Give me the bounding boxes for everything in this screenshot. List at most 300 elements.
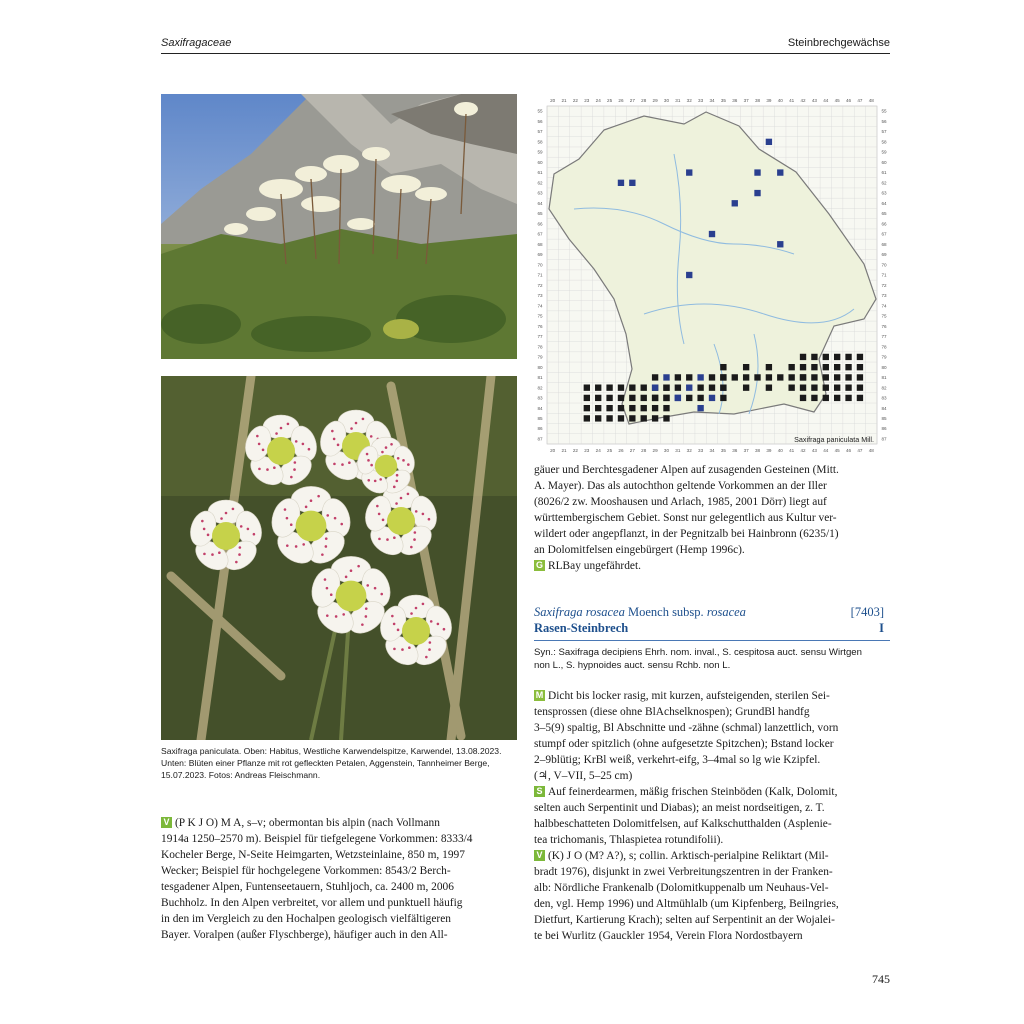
map-tick-top: 36 — [732, 98, 738, 103]
left-distribution-paragraph — [161, 815, 517, 943]
map-tick-bottom: 36 — [732, 448, 738, 453]
map-tick-left: 59 — [537, 149, 543, 155]
map-tick-left: 84 — [537, 405, 543, 411]
petal-spot — [443, 628, 446, 631]
map-tick-bottom: 32 — [686, 448, 692, 453]
petal-spot — [370, 435, 373, 438]
map-dot-scattered — [777, 241, 783, 247]
map-tick-top: 47 — [857, 98, 863, 103]
map-dot-alpine — [743, 364, 749, 370]
map-dot-alpine — [663, 415, 669, 421]
map-dot-alpine — [584, 384, 590, 390]
running-header-family: Saxifragaceae — [161, 37, 232, 49]
petal-spot — [324, 578, 327, 581]
petal-spot — [317, 495, 320, 498]
map-dot-alpine — [845, 354, 851, 360]
map-dot-alpine — [697, 384, 703, 390]
habitat-photo-image — [161, 94, 517, 359]
map-dot-alpine — [606, 395, 612, 401]
map-tick-right: 66 — [881, 221, 887, 227]
flower-center — [375, 455, 397, 477]
petal-spot — [256, 435, 259, 438]
map-dot-alpine — [629, 395, 635, 401]
map-dot-alpine — [823, 395, 829, 401]
map-tick-bottom: 40 — [777, 448, 783, 453]
map-dot-alpine — [629, 405, 635, 411]
species-name: Saxifraga rosacea — [534, 605, 625, 619]
petal-spot — [410, 546, 413, 549]
map-tick-bottom: 38 — [754, 448, 761, 453]
map-tick-left: 61 — [537, 170, 543, 176]
map-tick-right: 55 — [881, 108, 887, 114]
petal-spot — [367, 459, 370, 462]
map-dot-alpine — [595, 384, 601, 390]
dist-line: den, vgl. Hemp 1996) und Altmühlalb (um Kipfenberg, Beilngries, — [534, 898, 839, 910]
petal-spot — [262, 449, 265, 452]
morph-line: (♃, V–VII, 5–25 cm) — [534, 770, 633, 782]
map-dot-alpine — [618, 405, 624, 411]
petal-spot — [397, 629, 400, 632]
map-dot-alpine — [720, 384, 726, 390]
flower-center — [336, 581, 367, 612]
map-tick-right: 79 — [881, 354, 887, 360]
petal-spot — [273, 466, 276, 469]
map-dot-alpine — [766, 384, 772, 390]
petal-spot — [374, 587, 377, 590]
petal-spot — [308, 448, 311, 451]
petal-spot — [295, 440, 298, 443]
petal-spot — [266, 468, 269, 471]
map-dot-alpine — [811, 354, 817, 360]
map-dot-alpine — [686, 374, 692, 380]
map-dot-alpine — [641, 415, 647, 421]
petal-spot — [355, 422, 358, 425]
petal-spot — [211, 553, 214, 556]
petal-spot — [400, 497, 403, 500]
petal-spot — [393, 623, 396, 626]
petal-spot — [345, 576, 348, 579]
map-tick-right: 60 — [881, 159, 887, 165]
map-tick-bottom: 20 — [550, 448, 556, 453]
petal-spot — [415, 510, 418, 513]
petal-spot — [380, 593, 383, 596]
map-tick-left: 64 — [537, 200, 543, 206]
site-line: selten auch Serpentinit und Diabas); an meist nordseitigen, z. T. — [534, 802, 825, 814]
map-dot-alpine — [857, 374, 863, 380]
right-line: württembergischem Gebiet. Sonst nur gelegentlich aus Kultur ver- — [534, 512, 837, 524]
petal-spot — [302, 443, 305, 446]
petal-spot — [413, 538, 416, 541]
map-tick-top: 25 — [607, 98, 613, 103]
map-tick-left: 82 — [537, 385, 543, 391]
map-tick-left: 60 — [537, 159, 543, 165]
map-tick-bottom: 46 — [845, 448, 852, 453]
map-tick-right: 77 — [881, 334, 887, 340]
map-tick-bottom: 25 — [607, 448, 613, 453]
map-tick-top: 27 — [629, 98, 635, 103]
site-line: halbbeschatteten Dolomitfelsen, auf Kalkschutthalden (Asplenie- — [534, 818, 832, 830]
map-tick-left: 78 — [537, 344, 543, 350]
map-tick-right: 56 — [881, 118, 887, 124]
map-dot-scattered — [618, 180, 624, 186]
map-tick-bottom: 42 — [800, 448, 806, 453]
petal-spot — [335, 615, 338, 618]
map-dot-alpine — [629, 384, 635, 390]
petal-spot — [203, 553, 206, 556]
synonym-line: Syn.: Saxifraga decipiens Ehrh. nom. inval., S. cespitosa auct. sensu Wirtgen — [534, 647, 862, 658]
map-tick-top: 38 — [754, 98, 761, 103]
petal-spot — [415, 607, 418, 610]
map-tick-top: 23 — [584, 98, 590, 103]
map-tick-left: 80 — [537, 364, 543, 370]
map-dot-alpine — [652, 405, 658, 411]
map-tick-left: 58 — [537, 139, 543, 145]
map-dot-scattered — [754, 190, 760, 196]
map-tick-bottom: 44 — [823, 448, 829, 453]
petal-spot — [333, 463, 336, 466]
flower-center — [387, 507, 415, 535]
synonyms — [534, 646, 890, 672]
map-tick-right: 67 — [881, 231, 887, 237]
map-tick-left: 65 — [537, 211, 543, 217]
map-tick-top: 45 — [834, 98, 840, 103]
map-dot-alpine — [857, 384, 863, 390]
map-dot-alpine — [743, 374, 749, 380]
map-tick-right: 87 — [881, 436, 887, 442]
petal-spot — [437, 623, 440, 626]
map-dot-alpine — [811, 364, 817, 370]
map-dot-alpine — [663, 374, 669, 380]
petal-spot — [330, 593, 333, 596]
map-tick-top: 26 — [618, 98, 624, 103]
map-tick-bottom: 28 — [641, 448, 647, 453]
morph-line: Dicht bis locker rasig, mit kurzen, aufsteigenden, sterilen Sei- — [548, 690, 830, 702]
dist-line: (K) J O (M? A?), s; collin. Arktisch-perialpine Reliktart (Mil- — [548, 850, 829, 862]
petal-spot — [286, 544, 289, 547]
left-line: 1914a 1250–2570 m). Beispiel für tiefgelegene Vorkommen: 8333/4 — [161, 833, 473, 845]
habitat-photo — [161, 94, 517, 359]
map-tick-top: 29 — [652, 98, 658, 103]
right-continuation-paragraph — [534, 462, 890, 574]
petal-spot — [287, 423, 290, 426]
map-tick-bottom: 45 — [834, 448, 840, 453]
petal-spot — [337, 444, 340, 447]
badge-v: V — [161, 817, 172, 828]
map-dot-alpine — [618, 415, 624, 421]
map-tick-bottom: 41 — [789, 448, 795, 453]
map-dot-alpine — [709, 374, 715, 380]
map-tick-left: 81 — [537, 375, 543, 381]
map-tick-bottom: 22 — [572, 448, 579, 453]
map-dot-alpine — [800, 384, 806, 390]
map-dot-alpine — [834, 374, 840, 380]
map-dot-alpine — [709, 384, 715, 390]
site-line: tea trichomanis, Thlaspietea rotundifolii). — [534, 834, 724, 846]
map-dot-scattered — [777, 169, 783, 175]
map-dot-alpine — [800, 395, 806, 401]
right-line: an Dolomitfelsen eingebürgert (Hemp 1996c). — [534, 544, 745, 556]
map-tick-left: 74 — [537, 303, 543, 309]
map-dot-alpine — [697, 374, 703, 380]
petal-spot — [253, 533, 256, 536]
badge-g: G — [535, 560, 543, 570]
petal-spot — [290, 523, 293, 526]
left-line: Wecker; Beispiel für hochgelegene Vorkommen: 8543/2 Berch- — [161, 865, 451, 877]
map-dot-alpine — [618, 384, 624, 390]
map-tick-right: 64 — [881, 200, 887, 206]
map-tick-top: 22 — [572, 98, 579, 103]
map-tick-top: 39 — [766, 98, 772, 103]
map-tick-right: 63 — [881, 190, 887, 196]
map-tick-bottom: 35 — [720, 448, 726, 453]
petal-spot — [280, 427, 283, 430]
map-tick-bottom: 43 — [811, 448, 817, 453]
map-tick-right: 80 — [881, 364, 887, 370]
map-tick-right: 72 — [881, 282, 887, 288]
petal-spot — [294, 461, 297, 464]
map-tick-bottom: 24 — [595, 448, 601, 453]
map-dot-alpine — [834, 384, 840, 390]
map-dot-alpine — [845, 395, 851, 401]
map-tick-top: 28 — [641, 98, 647, 103]
map-dot-alpine — [811, 374, 817, 380]
petal-spot — [201, 520, 204, 523]
map-dot-alpine — [675, 395, 681, 401]
map-tick-top: 42 — [800, 98, 806, 103]
petal-spot — [385, 446, 388, 449]
petal-spot — [326, 514, 329, 517]
petal-spot — [350, 569, 353, 572]
map-dot-alpine — [845, 384, 851, 390]
map-dot-alpine — [675, 384, 681, 390]
petal-spot — [390, 443, 393, 446]
map-tick-bottom: 33 — [698, 448, 704, 453]
map-tick-top: 37 — [743, 98, 749, 103]
petal-spot — [295, 545, 298, 548]
map-tick-bottom: 30 — [663, 448, 670, 453]
header-rule — [161, 53, 890, 54]
morph-line: 2–9blütig; KrBl weiß, verkehrt-eifg, 3–4mal so lg wie Kzipfel. — [534, 754, 821, 766]
map-dot-alpine — [857, 354, 863, 360]
petal-spot — [326, 614, 329, 617]
map-tick-bottom: 21 — [561, 448, 567, 453]
map-tick-top: 24 — [595, 98, 601, 103]
petal-spot — [378, 513, 381, 516]
map-tick-right: 81 — [881, 375, 887, 381]
map-tick-right: 84 — [881, 405, 887, 411]
petal-spot — [218, 551, 221, 554]
map-dot-alpine — [800, 364, 806, 370]
map-dot-alpine — [595, 415, 601, 421]
map-tick-left: 87 — [537, 436, 543, 442]
petal-spot — [334, 517, 337, 520]
dist-line: bradt 1976), disjunkt in zwei Verbreitungszentren in der Franken- — [534, 866, 833, 878]
map-dot-alpine — [606, 415, 612, 421]
map-dot-alpine — [606, 405, 612, 411]
map-dot-alpine — [845, 374, 851, 380]
map-dot-alpine — [618, 395, 624, 401]
flower-center — [402, 617, 430, 645]
petal-spot — [286, 517, 289, 520]
petal-spot — [207, 534, 210, 537]
map-dot-alpine — [584, 395, 590, 401]
petal-spot — [350, 427, 353, 430]
map-dot-alpine — [663, 384, 669, 390]
map-tick-right: 82 — [881, 385, 887, 391]
petal-spot — [428, 518, 431, 521]
species-subsp: rosacea — [706, 605, 746, 619]
species-rank: I — [879, 621, 884, 635]
petal-spot — [386, 538, 389, 541]
map-tick-right: 86 — [881, 426, 887, 432]
left-line: Buchholz. In den Alpen verbreitet, vor allem und punktuell häufig — [161, 897, 463, 909]
petal-spot — [407, 493, 410, 496]
map-dot-alpine — [823, 384, 829, 390]
petal-spot — [422, 513, 425, 516]
petal-spot — [238, 553, 241, 556]
map-dot-alpine — [686, 384, 692, 390]
map-dot-alpine — [663, 405, 669, 411]
petal-spot — [365, 615, 368, 618]
petal-spot — [367, 479, 370, 482]
map-dot-alpine — [686, 395, 692, 401]
map-dot-scattered — [754, 169, 760, 175]
petal-spot — [382, 519, 385, 522]
map-dot-alpine — [823, 364, 829, 370]
petal-spot — [348, 461, 351, 464]
map-tick-left: 70 — [537, 262, 543, 268]
map-dot-alpine — [788, 364, 794, 370]
petal-spot — [240, 525, 243, 528]
running-header-german: Steinbrechgewächse — [787, 37, 890, 49]
petal-spot — [203, 528, 206, 531]
petal-spot — [365, 607, 368, 610]
petal-spot — [305, 506, 308, 509]
petal-spot — [310, 499, 313, 502]
petal-spot — [391, 615, 394, 618]
map-tick-bottom: 26 — [618, 448, 624, 453]
petal-spot — [275, 432, 278, 435]
species-common-name: Rasen-Steinbrech — [534, 621, 629, 635]
petal-spot — [239, 546, 242, 549]
map-dot-scattered — [732, 200, 738, 206]
right-line: (8026/2 zw. Mooshausen und Arlach, 1985, 2001 Dörr) liegt auf — [534, 496, 827, 508]
petal-spot — [290, 476, 293, 479]
map-dot-alpine — [652, 374, 658, 380]
petal-spot — [284, 508, 287, 511]
map-dot-alpine — [641, 395, 647, 401]
petal-spot — [429, 641, 432, 644]
left-line: tesgadener Alpen, Funtenseetauern, Stuhljoch, ca. 2400 m, 2006 — [161, 881, 454, 893]
map-tick-top: 43 — [811, 98, 817, 103]
map-dot-alpine — [663, 395, 669, 401]
map-dot-scattered — [766, 139, 772, 145]
petal-spot — [396, 474, 399, 477]
map-tick-right: 76 — [881, 323, 887, 329]
petal-spot — [374, 480, 377, 483]
map-tick-top: 32 — [686, 98, 692, 103]
map-dot-scattered — [686, 169, 692, 175]
map-tick-left: 68 — [537, 241, 543, 247]
map-dot-alpine — [857, 395, 863, 401]
morph-line: tensprossen (diese ohne BlAchselknospen); GrundBl handfg — [534, 706, 810, 718]
petal-spot — [232, 508, 235, 511]
map-tick-top: 41 — [789, 98, 795, 103]
petal-spot — [247, 528, 250, 531]
map-tick-left: 63 — [537, 190, 543, 196]
map-dot-alpine — [595, 405, 601, 411]
map-dot-scattered — [629, 180, 635, 186]
map-dot-alpine — [800, 374, 806, 380]
petal-spot — [362, 418, 365, 421]
map-tick-right: 68 — [881, 241, 887, 247]
petal-spot — [258, 443, 261, 446]
map-dot-alpine — [732, 374, 738, 380]
map-tick-right: 69 — [881, 252, 887, 258]
petal-spot — [366, 453, 369, 456]
species-code: [7403] — [850, 605, 884, 619]
petal-spot — [407, 463, 410, 466]
petal-spot — [408, 646, 411, 649]
petal-spot — [331, 430, 334, 433]
map-tick-left: 76 — [537, 323, 543, 329]
petal-spot — [422, 603, 425, 606]
map-dot-alpine — [652, 415, 658, 421]
petal-spot — [430, 620, 433, 623]
map-dot-alpine — [823, 374, 829, 380]
dist-line: Dietfurt, Kartierung Krach); selten auf Serpentinit an der Wojalei- — [534, 914, 835, 926]
map-dot-alpine — [834, 395, 840, 401]
petal-spot — [342, 613, 345, 616]
petal-spot — [293, 468, 296, 471]
map-tick-left: 75 — [537, 313, 543, 319]
distribution-map — [534, 94, 890, 456]
right-line: wildert oder angepflanzt, in der Pegnitzalb bei Hainbronn (6235/1) — [534, 528, 839, 540]
map-dot-alpine — [800, 354, 806, 360]
petal-spot — [357, 565, 360, 568]
map-dot-alpine — [584, 405, 590, 411]
map-tick-bottom: 31 — [675, 448, 681, 453]
map-tick-bottom: 37 — [743, 448, 749, 453]
morph-line: 3–5(9) spaltig, Bl Abschnitte und -zähne (schmal) lanzettlich, vorn — [534, 722, 839, 734]
petal-spot — [425, 656, 428, 659]
species-author: Moench subsp. — [627, 605, 704, 619]
map-tick-left: 83 — [537, 395, 543, 401]
flower-center — [296, 511, 327, 542]
map-tick-right: 57 — [881, 129, 887, 135]
map-tick-top: 31 — [675, 98, 681, 103]
map-tick-left: 69 — [537, 252, 543, 258]
map-tick-bottom: 34 — [709, 448, 715, 453]
map-tick-left: 71 — [537, 272, 543, 278]
dist-line: te bei Wurlitz (Gauckler 1954, Verein Flora Nordostbayern — [534, 930, 803, 942]
petal-spot — [378, 538, 381, 541]
species-description — [534, 688, 890, 944]
morph-line: stumpf oder spitzlich (ohne aufgesetzte Spitzchen); Bstand locker — [534, 738, 834, 750]
map-dot-alpine — [788, 384, 794, 390]
map-tick-left: 66 — [537, 221, 543, 227]
petal-spot — [333, 438, 336, 441]
map-tick-bottom: 23 — [584, 448, 590, 453]
petal-spot — [361, 623, 364, 626]
badge-v: V — [534, 850, 545, 861]
map-dot-alpine — [697, 405, 703, 411]
map-tick-right: 65 — [881, 211, 887, 217]
map-tick-right: 61 — [881, 170, 887, 176]
map-dot-alpine — [606, 384, 612, 390]
map-dot-alpine — [641, 405, 647, 411]
map-dot-alpine — [720, 395, 726, 401]
